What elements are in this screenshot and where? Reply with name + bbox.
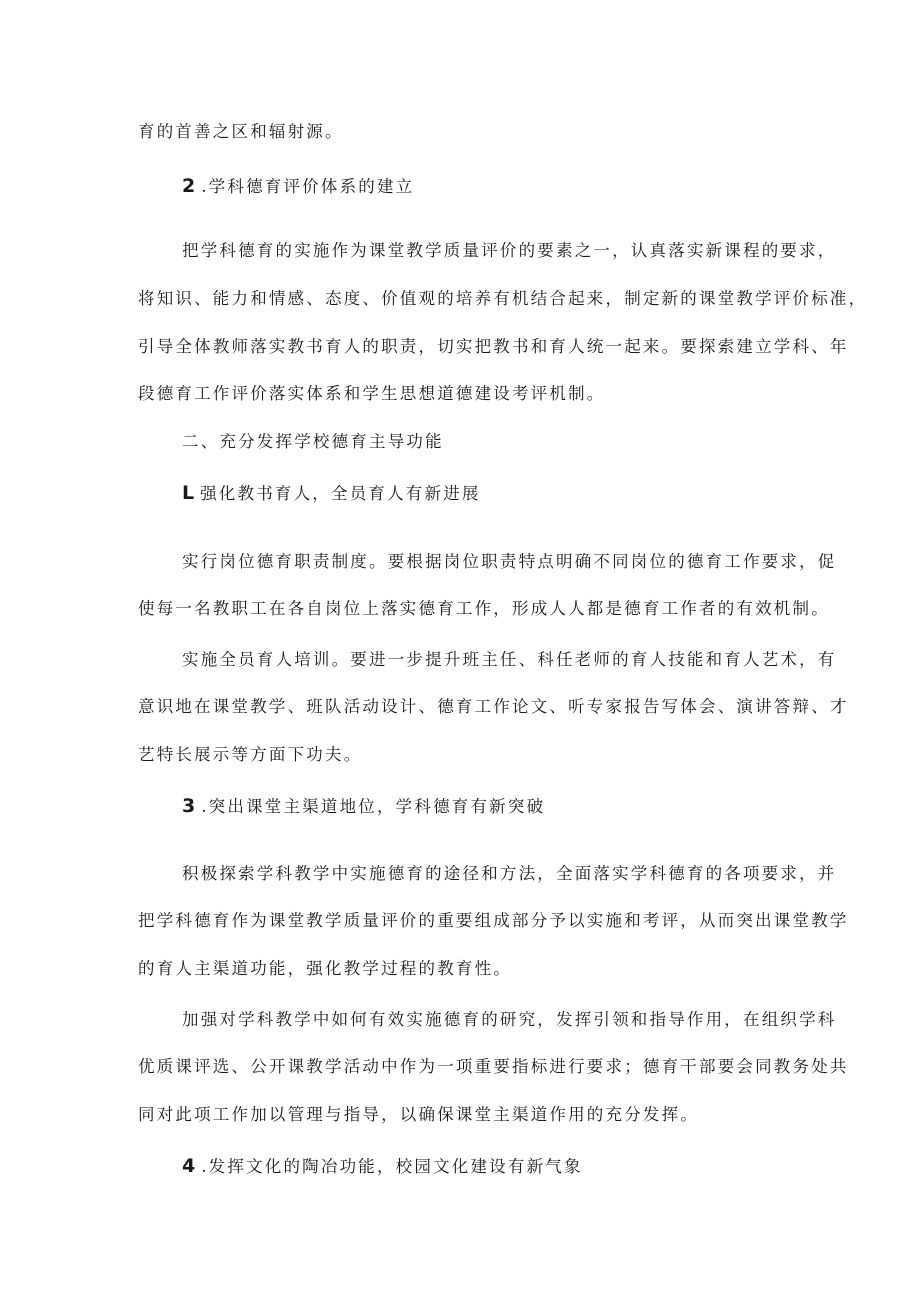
- heading-text: .突出课堂主渠道地位，学科德育有新突破: [201, 797, 546, 816]
- paragraph-line: 将知识、能力和情感、态度、价值观的培养有机结合起来，制定新的课堂教学评价标准，: [138, 289, 868, 308]
- paragraph-line: 加强对学科教学中如何有效实施德育的研究，发挥引领和指导作用，在组织学科: [182, 1010, 837, 1029]
- paragraph-line: 把学科德育的实施作为课堂教学质量评价的要素之一，认真落实新课程的要求，: [182, 241, 837, 260]
- paragraph-line: 实行岗位德育职责制度。要根据岗位职责特点明确不同岗位的德育工作要求，促: [182, 552, 837, 571]
- section-title: 二、充分发挥学校德育主导功能: [182, 432, 444, 451]
- section-heading-4: [182, 1156, 583, 1177]
- paragraph-line: 艺特长展示等方面下功夫。: [138, 745, 363, 764]
- paragraph-line: 实施全员育人培训。要进一步提升班主任、科任老师的育人技能和育人艺术，有: [182, 650, 837, 669]
- paragraph-line: 育的首善之区和辐射源。: [138, 122, 344, 141]
- heading-text: .学科德育评价体系的建立: [201, 177, 415, 196]
- paragraph-line: 把学科德育作为课堂教学质量评价的重要组成部分予以实施和考评，从而突出课堂教学: [138, 911, 849, 930]
- heading-number: 4: [182, 1155, 196, 1177]
- heading-number: L: [182, 482, 195, 504]
- heading-number: 3: [182, 795, 196, 817]
- paragraph-line: 使每一名教职工在各自岗位上落实德育工作，形成人人都是德育工作者的有效机制。: [138, 599, 830, 618]
- paragraph-line: 段德育工作评价落实体系和学生思想道德建设考评机制。: [138, 384, 606, 403]
- paragraph-line: 意识地在课堂教学、班队活动设计、德育工作论文、听专家报告写体会、演讲答辩、才: [138, 697, 849, 716]
- section-heading-2: [182, 176, 414, 197]
- section-heading-1: [182, 483, 481, 504]
- section-heading-3: [182, 796, 545, 817]
- paragraph-line: 同对此项工作加以管理与指导，以确保课堂主渠道作用的充分发挥。: [138, 1105, 699, 1124]
- heading-text: .发挥文化的陶冶功能，校园文化建设有新气象: [201, 1157, 583, 1176]
- heading-text: 强化教书育人，全员育人有新进展: [200, 484, 481, 503]
- paragraph-line: 的育人主渠道功能，强化教学过程的教育性。: [138, 959, 512, 978]
- paragraph-line: 积极探索学科教学中实施德育的途径和方法，全面落实学科德育的各项要求，并: [182, 864, 837, 883]
- paragraph-line: 优质课评选、公开课教学活动中作为一项重要指标进行要求；德育干部要会同教务处共: [138, 1057, 849, 1076]
- heading-number: 2: [182, 175, 196, 197]
- paragraph-line: 引导全体教师落实教书育人的职责，切实把教书和育人统一起来。要探索建立学科、年: [138, 337, 849, 356]
